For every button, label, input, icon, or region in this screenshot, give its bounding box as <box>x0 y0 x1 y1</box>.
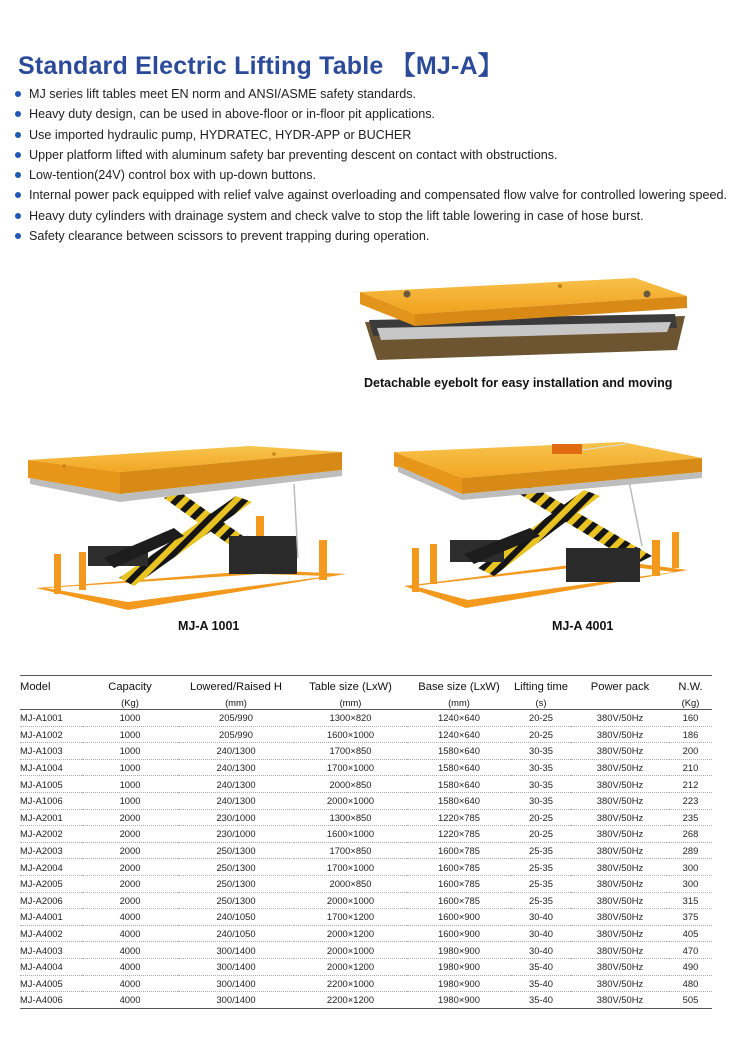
cell-lifting-time: 25-35 <box>511 859 571 876</box>
cell-net-weight: 480 <box>669 975 712 992</box>
cell-table-size: 2200×1200 <box>294 992 407 1009</box>
cell-lifting-time: 25-35 <box>511 842 571 859</box>
cell-lifting-time: 35-40 <box>511 992 571 1009</box>
page-title: Standard Electric Lifting Table 【MJ-A】 <box>18 52 503 80</box>
cell-power-pack: 380V/50Hz <box>571 958 669 975</box>
left-photo-caption: MJ-A 1001 <box>178 619 240 633</box>
spec-table-body <box>20 710 712 1009</box>
cell-model: MJ-A1003 <box>20 743 82 760</box>
cell-power-pack: 380V/50Hz <box>571 925 669 942</box>
cell-table-size: 2000×1000 <box>294 942 407 959</box>
cell-capacity: 4000 <box>82 942 178 959</box>
feature-list <box>14 84 739 246</box>
cell-lowered-raised-h: 240/1300 <box>178 792 294 809</box>
cell-net-weight: 268 <box>669 826 712 843</box>
cell-model: MJ-A2001 <box>20 809 82 826</box>
top-photo-caption: Detachable eyebolt for easy installation and moving <box>364 376 673 390</box>
cell-base-size: 1600×785 <box>407 842 511 859</box>
cell-lifting-time: 35-40 <box>511 975 571 992</box>
table-row <box>20 942 712 959</box>
cell-model: MJ-A1001 <box>20 710 82 727</box>
cell-net-weight: 315 <box>669 892 712 909</box>
cell-model: MJ-A2003 <box>20 842 82 859</box>
cell-capacity: 4000 <box>82 992 178 1009</box>
cell-lowered-raised-h: 250/1300 <box>178 875 294 892</box>
table-row <box>20 743 712 760</box>
cell-model: MJ-A4005 <box>20 975 82 992</box>
cell-net-weight: 223 <box>669 792 712 809</box>
cell-net-weight: 235 <box>669 809 712 826</box>
cell-lowered-raised-h: 250/1300 <box>178 842 294 859</box>
cell-table-size: 1700×850 <box>294 842 407 859</box>
cell-lowered-raised-h: 205/990 <box>178 710 294 727</box>
cell-lowered-raised-h: 205/990 <box>178 726 294 743</box>
cell-lowered-raised-h: 240/1050 <box>178 925 294 942</box>
cell-base-size: 1600×900 <box>407 909 511 926</box>
cell-table-size: 2000×1200 <box>294 958 407 975</box>
cell-table-size: 2000×1000 <box>294 892 407 909</box>
feature-item: Low-tention(24V) control box with up-down buttons. <box>14 165 739 185</box>
table-row <box>20 925 712 942</box>
cell-model: MJ-A4003 <box>20 942 82 959</box>
table-row <box>20 875 712 892</box>
cell-lowered-raised-h: 240/1050 <box>178 909 294 926</box>
cell-lifting-time: 30-40 <box>511 925 571 942</box>
cell-lowered-raised-h: 250/1300 <box>178 892 294 909</box>
header-base-size: Base size (LxW) <box>407 676 511 696</box>
cell-lowered-raised-h: 240/1300 <box>178 776 294 793</box>
cell-power-pack: 380V/50Hz <box>571 975 669 992</box>
cell-lowered-raised-h: 300/1400 <box>178 992 294 1009</box>
table-row <box>20 842 712 859</box>
cell-power-pack: 380V/50Hz <box>571 776 669 793</box>
cell-capacity: 4000 <box>82 909 178 926</box>
cell-model: MJ-A4006 <box>20 992 82 1009</box>
table-row <box>20 826 712 843</box>
cell-net-weight: 300 <box>669 875 712 892</box>
cell-table-size: 2200×1000 <box>294 975 407 992</box>
cell-lifting-time: 30-35 <box>511 743 571 760</box>
cell-power-pack: 380V/50Hz <box>571 826 669 843</box>
cell-lifting-time: 20-25 <box>511 726 571 743</box>
table-row <box>20 809 712 826</box>
cell-base-size: 1980×900 <box>407 958 511 975</box>
cell-model: MJ-A2005 <box>20 875 82 892</box>
cell-base-size: 1980×900 <box>407 975 511 992</box>
unit-net-weight: (Kg) <box>669 695 712 710</box>
cell-lowered-raised-h: 230/1000 <box>178 826 294 843</box>
cell-lowered-raised-h: 240/1300 <box>178 743 294 760</box>
cell-base-size: 1580×640 <box>407 776 511 793</box>
cell-base-size: 1980×900 <box>407 942 511 959</box>
cell-lowered-raised-h: 300/1400 <box>178 958 294 975</box>
cell-table-size: 1700×850 <box>294 743 407 760</box>
cell-model: MJ-A2006 <box>20 892 82 909</box>
cell-lowered-raised-h: 230/1000 <box>178 809 294 826</box>
cell-model: MJ-A1006 <box>20 792 82 809</box>
cell-table-size: 1700×1000 <box>294 859 407 876</box>
cell-net-weight: 160 <box>669 710 712 727</box>
cell-power-pack: 380V/50Hz <box>571 875 669 892</box>
cell-lifting-time: 35-40 <box>511 958 571 975</box>
cell-table-size: 1300×820 <box>294 710 407 727</box>
cell-power-pack: 380V/50Hz <box>571 743 669 760</box>
cell-lowered-raised-h: 300/1400 <box>178 975 294 992</box>
cell-capacity: 4000 <box>82 958 178 975</box>
cell-model: MJ-A4001 <box>20 909 82 926</box>
cell-power-pack: 380V/50Hz <box>571 842 669 859</box>
cell-capacity: 1000 <box>82 743 178 760</box>
cell-power-pack: 380V/50Hz <box>571 792 669 809</box>
header-power-pack: Power pack <box>571 676 669 696</box>
cell-net-weight: 505 <box>669 992 712 1009</box>
cell-net-weight: 289 <box>669 842 712 859</box>
header-net-weight: N.W. <box>669 676 712 696</box>
feature-item: Heavy duty design, can be used in above-floor or in-floor pit applications. <box>14 104 739 124</box>
cell-power-pack: 380V/50Hz <box>571 759 669 776</box>
cell-power-pack: 380V/50Hz <box>571 992 669 1009</box>
cell-lifting-time: 30-35 <box>511 759 571 776</box>
table-row <box>20 710 712 727</box>
cell-power-pack: 380V/50Hz <box>571 710 669 727</box>
cell-capacity: 2000 <box>82 809 178 826</box>
cell-capacity: 4000 <box>82 925 178 942</box>
cell-net-weight: 212 <box>669 776 712 793</box>
cell-table-size: 2000×1200 <box>294 925 407 942</box>
spec-table <box>20 675 712 1009</box>
cell-power-pack: 380V/50Hz <box>571 942 669 959</box>
cell-capacity: 1000 <box>82 792 178 809</box>
cell-model: MJ-A4002 <box>20 925 82 942</box>
right-photo-caption: MJ-A 4001 <box>552 619 614 633</box>
cell-net-weight: 470 <box>669 942 712 959</box>
cell-lifting-time: 30-40 <box>511 942 571 959</box>
unit-base-size: (mm) <box>407 695 511 710</box>
cell-model: MJ-A1004 <box>20 759 82 776</box>
feature-item: Use imported hydraulic pump, HYDRATEC, HYDR-APP or BUCHER <box>14 125 739 145</box>
cell-lifting-time: 25-35 <box>511 875 571 892</box>
cell-base-size: 1980×900 <box>407 992 511 1009</box>
cell-power-pack: 380V/50Hz <box>571 859 669 876</box>
cell-table-size: 1600×1000 <box>294 726 407 743</box>
cell-base-size: 1220×785 <box>407 809 511 826</box>
table-row <box>20 776 712 793</box>
unit-model <box>20 695 82 710</box>
cell-lifting-time: 20-25 <box>511 826 571 843</box>
cell-base-size: 1600×785 <box>407 892 511 909</box>
table-row <box>20 958 712 975</box>
cell-capacity: 4000 <box>82 975 178 992</box>
lowered-lift-table-photo <box>355 270 690 365</box>
table-row <box>20 792 712 809</box>
unit-lifting-time: (s) <box>511 695 571 710</box>
cell-lifting-time: 20-25 <box>511 710 571 727</box>
cell-capacity: 2000 <box>82 875 178 892</box>
cell-lifting-time: 30-40 <box>511 909 571 926</box>
cell-power-pack: 380V/50Hz <box>571 809 669 826</box>
cell-table-size: 2000×1000 <box>294 792 407 809</box>
cell-model: MJ-A2004 <box>20 859 82 876</box>
cell-capacity: 1000 <box>82 726 178 743</box>
cell-lowered-raised-h: 300/1400 <box>178 942 294 959</box>
cell-capacity: 1000 <box>82 710 178 727</box>
table-row <box>20 992 712 1009</box>
cell-net-weight: 186 <box>669 726 712 743</box>
cell-power-pack: 380V/50Hz <box>571 909 669 926</box>
cell-lifting-time: 20-25 <box>511 809 571 826</box>
cell-base-size: 1240×640 <box>407 710 511 727</box>
cell-capacity: 2000 <box>82 892 178 909</box>
cell-lifting-time: 30-35 <box>511 776 571 793</box>
cell-net-weight: 405 <box>669 925 712 942</box>
table-row <box>20 909 712 926</box>
cell-table-size: 2000×850 <box>294 776 407 793</box>
table-row <box>20 759 712 776</box>
cell-model: MJ-A4004 <box>20 958 82 975</box>
cell-model: MJ-A1005 <box>20 776 82 793</box>
feature-item: Heavy duty cylinders with drainage system and check valve to stop the lift table lowering in case of hose burst. <box>14 206 739 226</box>
cell-base-size: 1600×785 <box>407 859 511 876</box>
cell-capacity: 2000 <box>82 826 178 843</box>
header-capacity: Capacity <box>82 676 178 696</box>
unit-capacity: (Kg) <box>82 695 178 710</box>
header-lifting-time: Lifting time <box>511 676 571 696</box>
cell-base-size: 1600×785 <box>407 875 511 892</box>
cell-model: MJ-A2002 <box>20 826 82 843</box>
cell-capacity: 2000 <box>82 859 178 876</box>
cell-table-size: 1300×850 <box>294 809 407 826</box>
cell-lifting-time: 25-35 <box>511 892 571 909</box>
cell-net-weight: 200 <box>669 743 712 760</box>
cell-table-size: 2000×850 <box>294 875 407 892</box>
table-row <box>20 975 712 992</box>
lift-table-1001-photo <box>24 428 354 613</box>
cell-lowered-raised-h: 250/1300 <box>178 859 294 876</box>
cell-model: MJ-A1002 <box>20 726 82 743</box>
header-model: Model <box>20 676 82 696</box>
lift-table-4001-photo <box>390 436 720 616</box>
table-row <box>20 892 712 909</box>
cell-lifting-time: 30-35 <box>511 792 571 809</box>
unit-table-size: (mm) <box>294 695 407 710</box>
feature-item: Upper platform lifted with aluminum safety bar preventing descent on contact with obstructions. <box>14 145 739 165</box>
table-units-row <box>20 695 712 710</box>
header-lowered-raised-h: Lowered/Raised H <box>178 676 294 696</box>
cell-base-size: 1240×640 <box>407 726 511 743</box>
cell-net-weight: 300 <box>669 859 712 876</box>
cell-net-weight: 490 <box>669 958 712 975</box>
cell-base-size: 1600×900 <box>407 925 511 942</box>
cell-capacity: 1000 <box>82 759 178 776</box>
feature-item: MJ series lift tables meet EN norm and ANSI/ASME safety standards. <box>14 84 739 104</box>
unit-power-pack <box>571 695 669 710</box>
table-header-row <box>20 676 712 696</box>
table-row <box>20 859 712 876</box>
cell-capacity: 1000 <box>82 776 178 793</box>
cell-table-size: 1700×1200 <box>294 909 407 926</box>
feature-item: Internal power pack equipped with relief valve against overloading and compensated flow valve for controlled lowering speed. <box>14 185 739 205</box>
cell-net-weight: 210 <box>669 759 712 776</box>
feature-item: Safety clearance between scissors to prevent trapping during operation. <box>14 226 739 246</box>
cell-base-size: 1580×640 <box>407 743 511 760</box>
table-row <box>20 726 712 743</box>
cell-net-weight: 375 <box>669 909 712 926</box>
cell-base-size: 1220×785 <box>407 826 511 843</box>
header-table-size: Table size (LxW) <box>294 676 407 696</box>
cell-table-size: 1700×1000 <box>294 759 407 776</box>
cell-base-size: 1580×640 <box>407 792 511 809</box>
cell-power-pack: 380V/50Hz <box>571 726 669 743</box>
cell-lowered-raised-h: 240/1300 <box>178 759 294 776</box>
cell-capacity: 2000 <box>82 842 178 859</box>
cell-table-size: 1600×1000 <box>294 826 407 843</box>
unit-lowered-raised-h: (mm) <box>178 695 294 710</box>
cell-base-size: 1580×640 <box>407 759 511 776</box>
cell-power-pack: 380V/50Hz <box>571 892 669 909</box>
